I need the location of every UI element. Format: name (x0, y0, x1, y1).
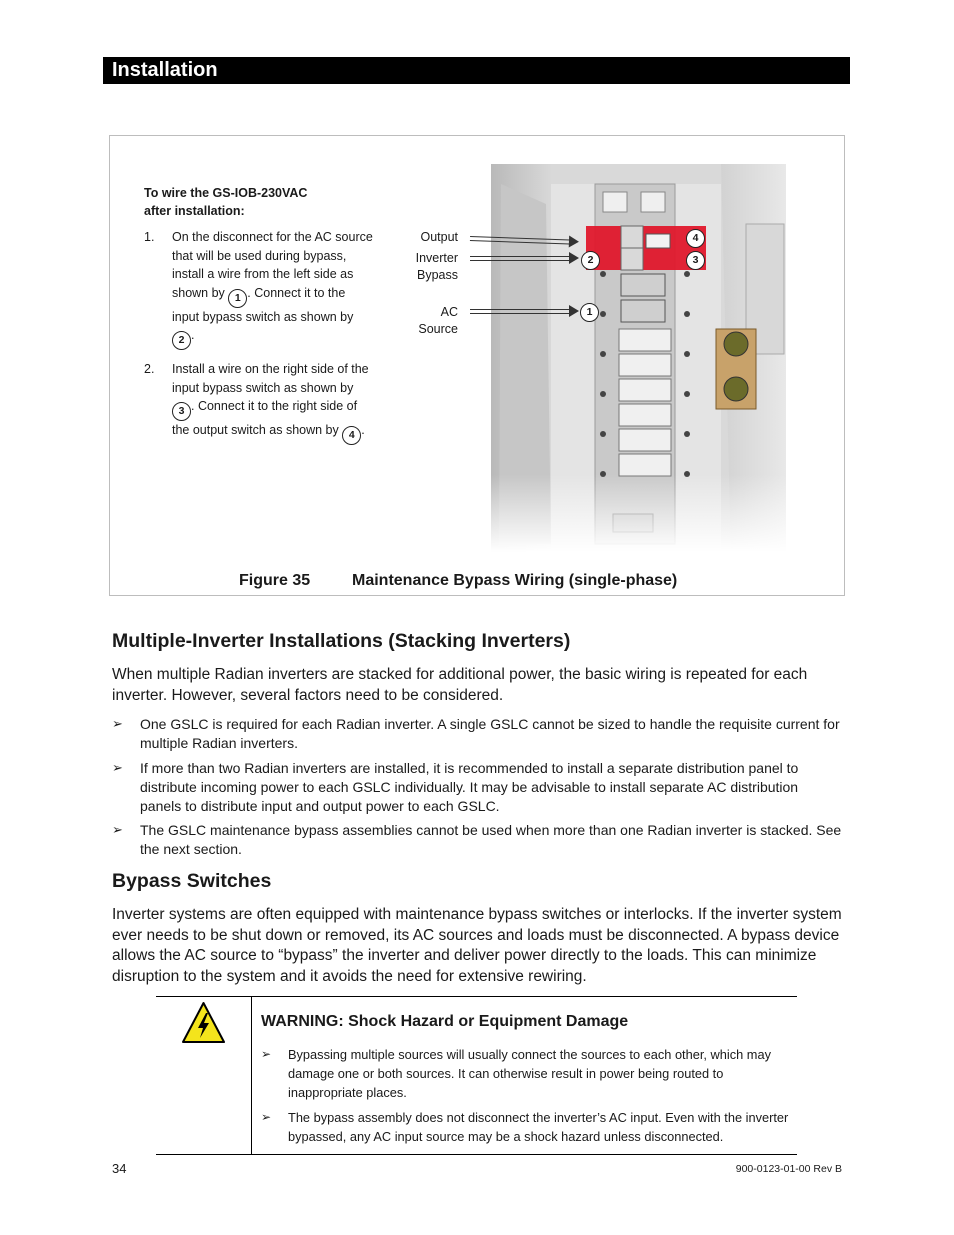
step-number: 1. (144, 230, 155, 244)
instructions-title: To wire the GS-IOB-230VAC after installation: (144, 186, 308, 218)
document-id: 900-0123-01-00 Rev B (735, 1163, 842, 1175)
instruction-step-2: 2. Install a wire on the right side of the input bypass switch as shown by 3 . Connect it to the right side of the output switch as shown by 4 . (144, 360, 374, 445)
bypass-heading: Bypass Switches (112, 870, 272, 892)
label-output: Output (420, 230, 458, 244)
wiring-instructions (144, 184, 374, 455)
callout-3: 3 (172, 402, 191, 421)
arrow-ac-source (470, 309, 570, 314)
stacking-bullet-2: ➢ If more than two Radian inverters are installed, it is recommended to install a separate distribution panel to distribute incoming power to each GSLC individually. It may be advisable to install separate AC distribution panels to distribute input and output power to each GSLC. (112, 760, 799, 814)
section-header-bar (103, 57, 850, 84)
bypass-panel-photo (491, 164, 786, 552)
figure-number: Figure 35 (239, 572, 311, 589)
bullet-arrow-icon: ➢ (261, 1047, 272, 1061)
photo-callout-4: 4 (686, 229, 705, 248)
instruction-step-1: 1. On the disconnect for the AC source that will be used during bypass, install a wire from the left side as shown by 1 . Connect it to the input bypass switch as shown by 2 . (144, 228, 374, 350)
bullet-arrow-icon: ➢ (112, 760, 123, 775)
warning-box (156, 996, 797, 1155)
section-title: Installation (112, 59, 218, 81)
callout-1: 1 (228, 289, 247, 308)
label-inverter-bypass: Inverter Bypass (415, 251, 458, 282)
bullet-arrow-icon: ➢ (112, 716, 123, 731)
shock-hazard-icon (181, 1001, 226, 1045)
photo-callout-3: 3 (686, 251, 705, 270)
callout-4: 4 (342, 426, 361, 445)
photo-callout-2: 2 (581, 251, 600, 270)
bullet-arrow-icon: ➢ (112, 822, 123, 837)
warning-divider (251, 997, 252, 1154)
warning-bullet-2: ➢ The bypass assembly does not disconnect the inverter’s AC input. Even with the inverter bypassed, any AC input source may be a shock hazard unless disconnected. (261, 1110, 789, 1144)
label-ac-source: AC Source (418, 305, 458, 336)
figure-title: Maintenance Bypass Wiring (single-phase) (352, 572, 678, 589)
stacking-intro: When multiple Radian inverters are stacked for additional power, the basic wiring is repeated for each inverter. However, several factors need to be considered. (112, 666, 808, 704)
callout-2: 2 (172, 331, 191, 350)
bypass-paragraph: Inverter systems are often equipped with maintenance bypass switches or interlocks. If the inverter system ever needs to be shut down or removed, its AC sources and loads must be disconnected. A bypass device allows the AC source to “bypass” the inverter and deliver power directly to the loads. This can minimize disruption to the system and it avoids the need for extensive rewiring. (112, 906, 842, 985)
stacking-bullet-3: ➢ The GSLC maintenance bypass assemblies cannot be used when more than one Radian inverter is stacked. See the next section. (112, 822, 842, 857)
arrow-inverter-bypass (470, 256, 570, 261)
stacking-bullet-1: ➢ One GSLC is required for each Radian inverter. A single GSLC cannot be sized to handle the requisite current for multiple Radian inverters. (112, 716, 840, 751)
stacking-heading: Multiple-Inverter Installations (Stacking Inverters) (112, 630, 571, 652)
warning-bullet-1: ➢ Bypassing multiple sources will usually connect the sources to each other, which may damage one or both sources. It can otherwise result in power being routed to inappropriate places. (261, 1047, 771, 1100)
step-number: 2. (144, 362, 155, 376)
photo-callout-1: 1 (580, 303, 599, 322)
bullet-arrow-icon: ➢ (261, 1110, 272, 1124)
page-number: 34 (112, 1161, 127, 1176)
warning-title: WARNING: Shock Hazard or Equipment Damage (261, 1013, 629, 1030)
